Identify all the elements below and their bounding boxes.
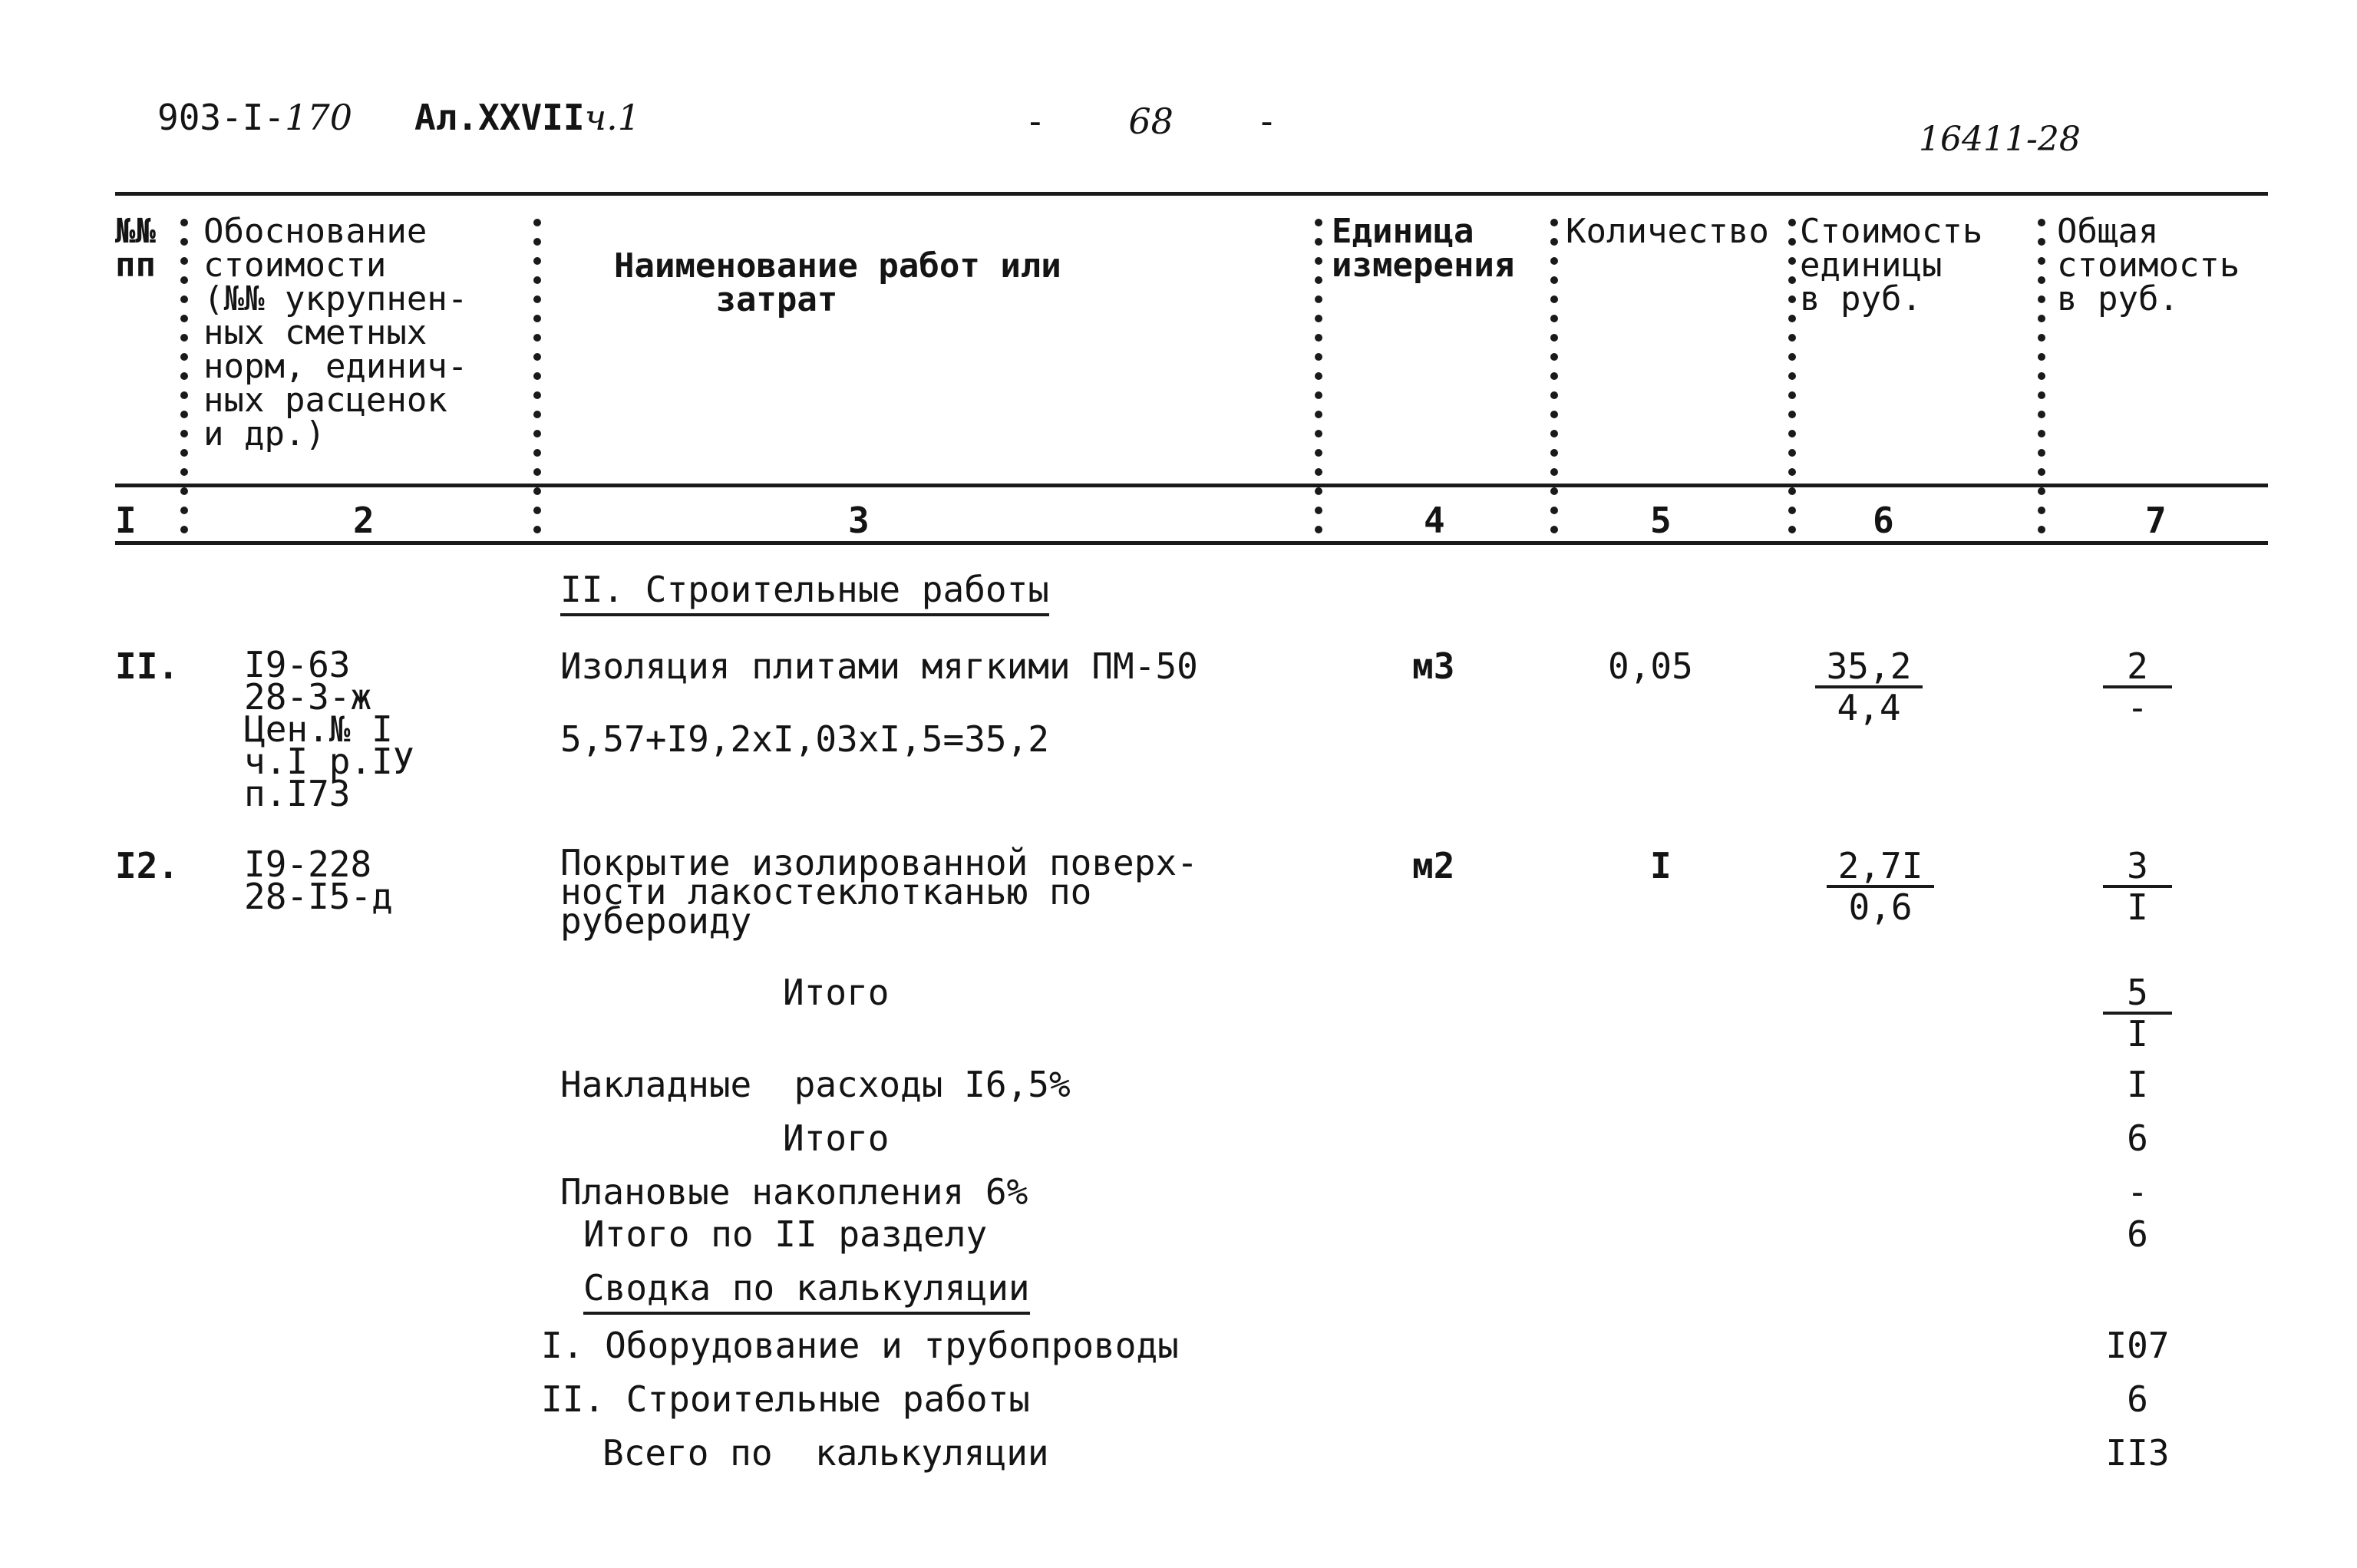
grand-total-value: II3 — [2105, 1432, 2170, 1474]
overhead-label: Накладные расходы I6,5% — [560, 1064, 1071, 1105]
col-header-3: Наименование работ или затрат — [614, 246, 1061, 319]
row-unit-cost: $\frac{2,7I}{0,6}$ — [1827, 848, 1934, 925]
section-total-value: 6 — [2127, 1213, 2148, 1255]
col-header-7: Общая стоимость в руб. — [2057, 212, 2240, 319]
row-quantity: 0,05 — [1608, 645, 1693, 687]
subtotal-value: $\frac{5}{I}$ — [2103, 975, 2172, 1051]
page-dash-right: - — [1256, 101, 1278, 142]
header-mid-rule — [115, 484, 2268, 487]
row-unit-cost: $\frac{35,2}{4,4}$ — [1815, 649, 1923, 725]
page-number: 68 — [1128, 101, 1174, 142]
row-total-cost: 2 - — [2103, 649, 2172, 725]
album-part: ч.1 — [584, 97, 641, 138]
row-unit: м2 — [1412, 845, 1455, 886]
inventory-number: 16411-28 — [1919, 120, 2081, 159]
col-header-2: Обоснование стоимости (№№ укрупнен- ных сметных норм, единич- ных расценок и др.) — [203, 212, 468, 454]
col-number-6: 6 — [1873, 500, 1894, 541]
row-number: I2. — [115, 845, 180, 886]
subtotal2-label: Итого — [783, 1117, 890, 1159]
col-number-2: 2 — [353, 500, 375, 541]
col-number-5: 5 — [1650, 500, 1672, 541]
col-number-4: 4 — [1424, 500, 1445, 541]
planned-savings-label: Плановые накопления 6% — [560, 1171, 1028, 1213]
planned-savings-value: - — [2127, 1171, 2148, 1213]
row-name: Изоляция плитами мягкими ПМ-50 — [560, 645, 1198, 687]
subtotal-label: Итого — [783, 972, 890, 1013]
col-header-4: Единица измерения — [1332, 212, 1515, 285]
section-title: II. Строительные работы — [560, 572, 1049, 607]
summary-item-label: I. Оборудование и трубопроводы — [541, 1325, 1179, 1366]
row-basis: I9-63 28-3-ж Цен.№ I ч.I р.IУ п.I73 — [244, 644, 414, 814]
summary-item-label: II. Строительные работы — [541, 1378, 1030, 1420]
row-calculation: 5,57+I9,2хI,03хI,5=35,2 — [560, 718, 1049, 760]
row-unit: м3 — [1412, 645, 1455, 687]
row-name: Покрытие изолированной поверх- ности лакостеклотканью по рубероиду — [560, 842, 1198, 942]
col-header-6: Стоимость единицы в руб. — [1800, 212, 1983, 319]
col-header-1: №№ пп — [115, 212, 156, 285]
summary-item-value: 6 — [2127, 1378, 2148, 1420]
row-basis: I9-228 28-I5-д — [244, 843, 393, 917]
overhead-value: I — [2127, 1064, 2148, 1105]
col-number-3: 3 — [848, 500, 870, 541]
section-total-label: Итого по II разделу — [583, 1213, 988, 1255]
col-number-1: I — [115, 503, 137, 544]
row-number: II. — [115, 645, 180, 687]
col-number-7: 7 — [2145, 500, 2167, 541]
subtotal2-value: 6 — [2127, 1117, 2148, 1159]
summary-item-value: I07 — [2105, 1325, 2170, 1366]
row-quantity: I — [1650, 845, 1672, 886]
column-separators — [0, 0, 2357, 553]
row-total-cost: $\frac{3}{I}$ — [2103, 848, 2172, 925]
series-handwritten: 170 — [285, 97, 352, 138]
header-bottom-rule — [115, 541, 2268, 545]
page-dash-left: - — [1025, 101, 1046, 142]
album-label: Ал.XXVII — [414, 97, 585, 138]
summary-title: Сводка по калькуляции — [583, 1270, 1030, 1306]
col-header-5: Количество — [1566, 212, 1769, 251]
grand-total-label: Всего по калькуляции — [602, 1432, 1049, 1474]
series-code: 903-I- — [157, 97, 286, 138]
